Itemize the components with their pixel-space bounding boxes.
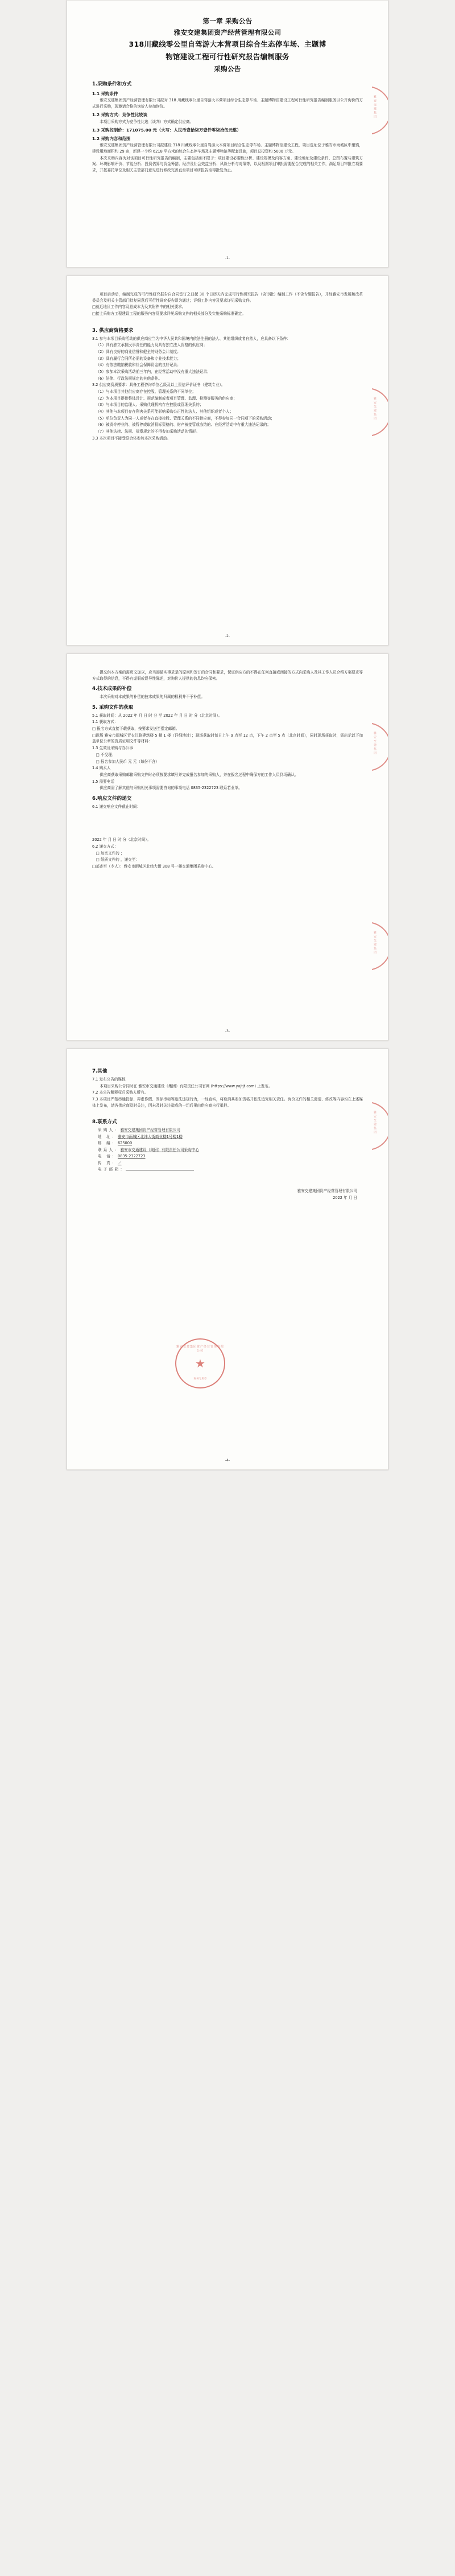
contact-row-email xyxy=(98,1166,363,1173)
edge-seal-stamp-2 xyxy=(372,388,388,437)
page-4 xyxy=(67,1049,388,1470)
method-option-onsite[interactable]: □现场 雅安市雨城区青衣江路建筑楼 5 楼 1 楼（详细地址）；现场获取时每日上午 9 点至 12 点，下午 2 点至 5 点（北京时间），同时现场获取时，需出示以下加盖单位公章的资质证明文件等材料： xyxy=(92,733,363,744)
contact-label-phone: 电 话： xyxy=(97,1154,118,1159)
section-1-4-heading: 1.2 采购内容和范围 xyxy=(92,136,131,142)
contact-row-postcode xyxy=(98,1140,363,1147)
qualification-item-6: （6）法律、行政法规规定的其他条件。 xyxy=(96,376,162,381)
seal-ring-text: 雅安交建集团资产经营管理有限公司 xyxy=(176,1345,225,1353)
section-3-heading: 3. 供应商资格要求 xyxy=(92,327,134,334)
scope-paragraph-2: 本次采购内容为对该项目可行性研究报告的编制，主要包括但不限于：项目建设必要性分析、建设规模及内容方案、建设地址及建设条件、总图布置与建筑方案、环境影响评价、节能分析、投资估算与资金筹措、经济及社会效益分析、风险分析与对策等，以及根据项目审批需要配合完成的相关工作，满足项目审批立项要求，并按委托单位及相关主管部门意见进行修改完善直至项目可研报告取得批复为止。 xyxy=(92,155,363,173)
section-6-2-method-label: 6.2 递交方式： xyxy=(92,844,118,849)
page-1 xyxy=(67,0,388,268)
qualification-item-4: （4）有依法缴纳税收和社会保障资金的良好记录； xyxy=(96,363,181,368)
restriction-item-3: （3）与本项目的监理人、采购代理机构存在控股或管理关系的； xyxy=(96,402,204,408)
method-option-email[interactable]: □ 报名方式直接下载获取，按要求发送至指定邮箱。 xyxy=(92,726,180,732)
contact-label-person: 联系人： xyxy=(97,1147,121,1152)
p2-checkbox-b[interactable]: □就近地区工作内容及总成本为及其附件中的相关要求。 xyxy=(92,305,186,310)
fee-option-free[interactable]: □ 不受理； xyxy=(96,752,116,757)
section-7-heading: 7.其他 xyxy=(92,1069,107,1074)
qualification-item-1: （1）具有独立承担民事责任的能力及具有独立法人资格的供应商； xyxy=(96,343,208,348)
p3-intro: 提交供本方案的需页文加以，应当遵循实事求是的原则和签订的合同和要求，保证供应方的不得在任何直接或间接的方式向采购人及其工作人员介绍方案要求等方式取得的信息，不得有虚假或误导性陈述，对询价人提供的信息均应保密。 xyxy=(92,670,363,681)
contact-label-fax: 传 真： xyxy=(97,1160,118,1165)
edge-seal-text-2: 雅安交建集团 xyxy=(373,397,377,421)
section-1-1-heading: 1.1 采购条件 xyxy=(92,91,118,97)
scope-paragraph-1: 雅安交建集团资产经营管理有限公司拟建设 318 川藏线零公里自驾游大本营项目综合生态停车场、主题博物馆建设工程，项目选址位于雅安市雨城区中里镇，建设用地面积约 29 亩，新建一个约 6218 平方米的综合生态停车场及主题博物馆等配套设施，项目总投资约 5000 万元。 xyxy=(92,143,363,154)
page-number-1: -1- xyxy=(225,256,230,260)
edge-seal-text-4: 雅安交建集团 xyxy=(373,931,377,955)
restriction-item-4: （4）其他与本项目存在利害关系可能影响采购公正性的法人、其他组织或者个人； xyxy=(96,409,234,414)
submit-option-paper[interactable]: □ 纸质文件的 ，递交至： xyxy=(96,857,139,862)
restriction-item-6: （6）被责令停业的、被暂停或取消投标资格的、财产被接管或冻结的、在经营活动中有重大违法记录的； xyxy=(96,422,271,428)
edge-seal-stamp-3 xyxy=(372,722,388,771)
contact-value-address: 雅安市雨城区北纬大街商业楼1号楼1楼 xyxy=(117,1134,183,1139)
page-3 xyxy=(67,654,388,1041)
section-3-1-intro: 3.1 参与本项目采购活动的供应商应当为中华人民共和国境内依法注册的法人、其他组织或者自然人，应具备以下条件： xyxy=(92,336,291,341)
title-line-3: 318川藏线零公里自驾游大本营项目综合生态停车场、主题博 xyxy=(129,40,326,49)
section-5-3-paragraph: 供应商获取采购邮箱采购文件时必须按要求填写并完成报名参加的采购人，并在报名过程中确保方的工作人员到场确认。 xyxy=(100,772,299,777)
edge-seal-stamp xyxy=(372,86,388,135)
qualification-item-5: （5）参加本次采购活动前三年内，在经营活动中没有重大违法记录； xyxy=(96,369,211,374)
contact-value-person: 雅安市交通建设（集团）有限责任公司采购中心 xyxy=(120,1147,199,1152)
document-title xyxy=(92,15,363,75)
signature-org: 雅安交建集团资产经营管理有限公司 xyxy=(297,1188,357,1193)
section-8-heading: 8.联系方式 xyxy=(92,1119,117,1125)
section-1-3-control-price: 1.3 采购控制价：171075.00 元（大写：人民币壹拾柒万壹仟零柒拾伍元整） xyxy=(92,128,241,133)
seal-bottom-text: 财务专用章 xyxy=(193,1378,207,1381)
contact-row-fax xyxy=(98,1160,363,1167)
section-5-2-heading: 1.3 生效及采购与办公事 xyxy=(92,746,133,751)
section-4-paragraph: 本次采购对本成果的补偿的技术成果的归属的权利并不予补偿。 xyxy=(100,695,205,700)
restriction-item-5: （5）单位负责人为同一人或者存在直接控股、管理关系的不同供应商，不得参加同一合同项下的采购活动； xyxy=(96,416,275,421)
contact-value-postcode: 625000 xyxy=(117,1141,133,1146)
contact-label-address: 地 址： xyxy=(97,1134,118,1139)
section-7-1-heading: 7.1 发布公告的媒体 xyxy=(92,1077,126,1082)
contact-value-purchaser: 雅安交建集团资产经营管理有限公司 xyxy=(120,1128,180,1133)
section-6-heading: 6.响应文件的递交 xyxy=(92,795,132,802)
section-7-1-paragraph: 本项目采购公告同时在 雅安市交通建设（集团）有限责任公司官网 (https://www.yajtjt.com) 上发布。 xyxy=(100,1083,272,1088)
section-1-1-paragraph: 雅安交建集团资产经营管理有限公司拟对 318 川藏线零公里自驾游大本营项目综合生态停车场、主题博物馆建设工程可行性研究报告编制服务以公开询价的方式进行采购，现邀请合格的询价人参加询价。 xyxy=(92,98,363,109)
contact-row-person xyxy=(98,1147,363,1154)
page-number-3: -3- xyxy=(225,1029,230,1033)
section-3-3: 3.3 本次项目不接受联合体参加本次采购活动。 xyxy=(92,436,171,441)
section-5-4-paragraph: 供应商需了解其他与采购相关事项需要咨询的事项电话 0835-2322723 联系若业单。 xyxy=(100,786,242,791)
contact-row-address xyxy=(98,1134,363,1141)
contact-value-phone: 0835-2322723 xyxy=(117,1154,146,1159)
page-number-4: -4- xyxy=(225,1458,230,1462)
signature-block xyxy=(92,1188,363,1202)
section-7-2: 7.2 本公告解释权归采购人所有。 xyxy=(92,1090,148,1095)
page-number-2: -2- xyxy=(225,634,230,638)
edge-seal-text: 雅安交建集团 xyxy=(373,95,377,119)
contact-label-purchaser: 采购人： xyxy=(97,1128,121,1133)
section-1-heading: 1.采购条件和方式 xyxy=(92,81,132,88)
title-line-5: 采购公告 xyxy=(214,65,241,73)
section-1-2-paragraph: 本项目采购方式为竞争性比选（谈判）方式确定供应商。 xyxy=(100,119,194,124)
edge-seal-stamp-5 xyxy=(372,1102,388,1151)
restriction-item-1: （1）与本项目其他供应商存在控股、管理关系的不同单位； xyxy=(96,389,196,394)
edge-seal-stamp-4 xyxy=(372,922,388,971)
section-7-3: 7.3 本项目严禁串通投标、弄虚作假、围标串标等违法违规行为，一经查实，将取消其参加资格并依法追究相关责任。询价文件的相关澄清、修改等内容均在上述媒体上发布，请各供应商及时关注，因未及时关注造成的一切后果由供应商自行承担。 xyxy=(92,1096,363,1108)
restriction-item-2: （2）为本项目提供整体设计、规范编制或者项目管理、监理、检测等服务的供应商； xyxy=(96,396,237,401)
fee-option-paid[interactable]: □ 报名参加人民币 元 元（每份不含） xyxy=(96,759,160,764)
qualification-item-2: （2）具有良好的商业信誉和健全的财务会计制度； xyxy=(96,349,181,354)
qualification-item-3: （3）具有履行合同所必需的设备和专业技术能力； xyxy=(96,356,181,361)
section-5-heading: 5. 采购文件的获取 xyxy=(92,704,134,710)
submit-option-mail[interactable]: □邮寄至（专人）：雅安市雨城区北纬大街 308 号一楼交通集团采购中心。 xyxy=(92,864,216,869)
signature-date: 2022 年 月 日 xyxy=(333,1195,357,1200)
contact-label-postcode: 邮 编： xyxy=(97,1141,118,1146)
p2-para-a: 项目启动后，编制完成的可行性研究报告自合同签订之日起 30 个日历天内完成可行性研究报告（含审批）编制工作（不含专题报告），并经雅安市发展和改革委员会及相关主管部门批复同意后可行性研究报告即为通过；详细工作内容及要求详见采购文件。 xyxy=(92,292,363,303)
section-1-2-heading: 1.2 采购方式：竞争性比较谈 xyxy=(92,112,147,118)
restriction-item-7: （7）其他法律、法规、规章规定的不得参加采购活动的情形。 xyxy=(96,429,200,434)
section-3-2-heading: 3.2 供应商资质要求：具备工程咨询单位乙级及以上资信评价证书（建筑专业）。 xyxy=(92,383,225,388)
contact-value-fax: ／ xyxy=(117,1160,122,1165)
submission-date: 2022 年 月 日 时 分（北京时间）。 xyxy=(92,837,151,843)
title-line-1: 第一章 采购公告 xyxy=(202,17,253,25)
section-5-3-heading: 1.4 购买人 xyxy=(92,766,111,771)
section-4-heading: 4.技术成果的补偿 xyxy=(92,686,132,692)
edge-seal-text-5: 雅安交建集团 xyxy=(373,1111,377,1135)
submit-option-encrypted[interactable]: □ 加密文件的 ； xyxy=(96,851,125,856)
section-5-1-method-label: 1.1 获取方式： xyxy=(92,720,118,725)
contact-row-purchaser xyxy=(98,1127,363,1134)
contact-label-email: 电子邮箱： xyxy=(97,1167,126,1172)
title-line-4: 物馆建设工程可行性研究报告编制服务 xyxy=(166,52,289,61)
contact-row-phone xyxy=(98,1153,363,1160)
official-seal-stamp xyxy=(175,1338,225,1388)
page-2 xyxy=(67,276,388,646)
section-6-1-deadline-label: 6.1 递交响应文件截止时间： xyxy=(92,804,141,809)
edge-seal-text-3: 雅安交建集团 xyxy=(373,732,377,755)
section-5-1-time: 5.1 获取时间：从 2022 年 月 日 时 分 至 2022 年 月 日 时 分（北京时间）。 xyxy=(92,713,222,718)
title-line-2: 雅安交建集团资产经营管理有限公司 xyxy=(173,28,282,37)
p2-checkbox-c[interactable]: □接上采购方工程建设工程的服务内容及要求详见采购文件的相关部分及实施采购标准确定。 xyxy=(92,311,246,317)
section-5-4-heading: 1.5 需要电话 xyxy=(92,779,114,784)
seal-star-icon: ★ xyxy=(195,1357,205,1370)
